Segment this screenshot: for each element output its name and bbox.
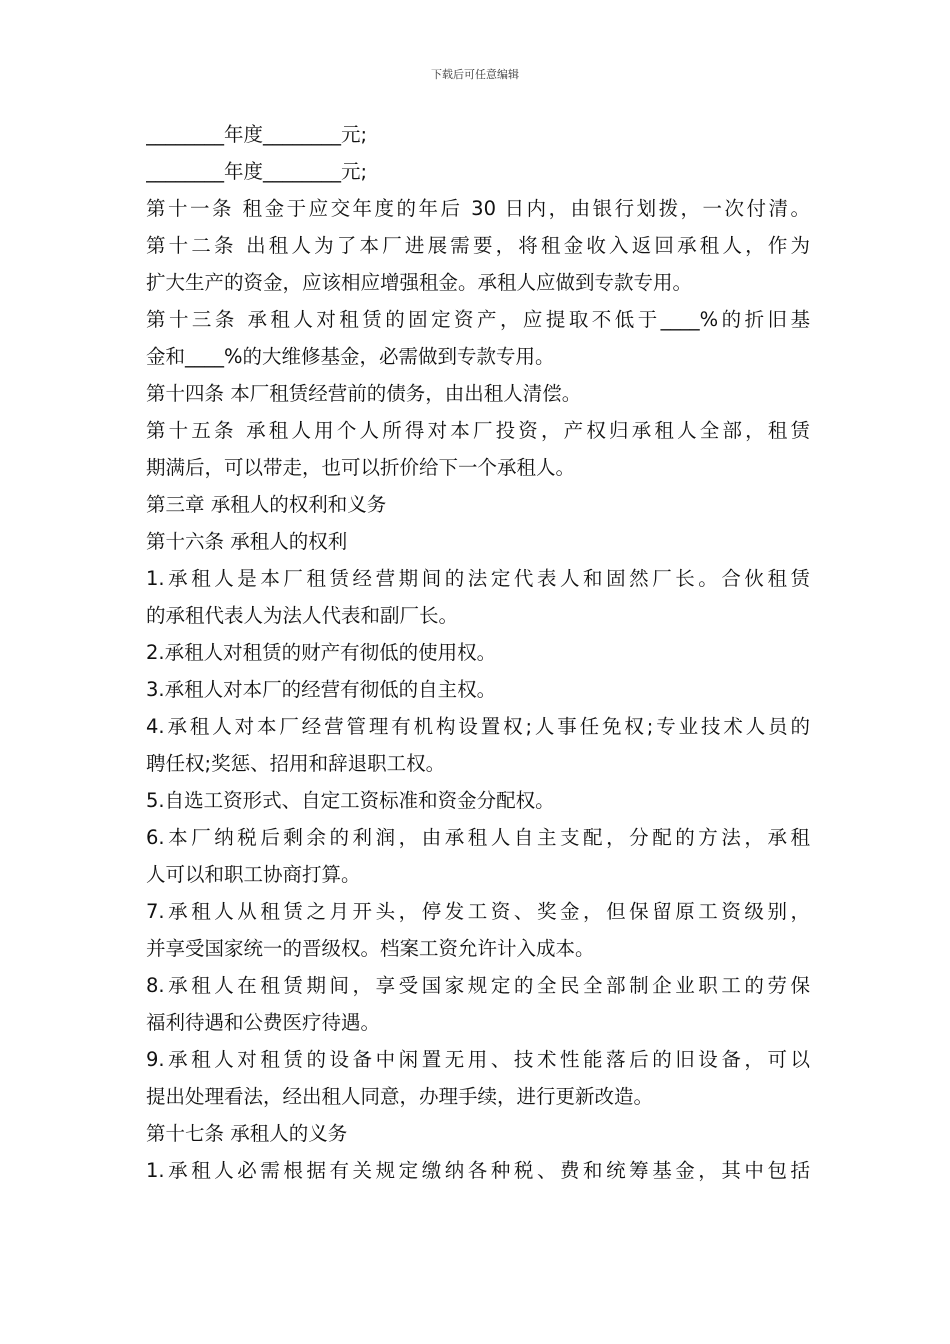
text-line: 期满后，可以带走，也可以折价给下一个承租人。 xyxy=(146,456,576,479)
text-line: 第十四条 本厂租赁经营前的债务，由出租人清偿。 xyxy=(146,382,582,405)
text-line: 4.承租人对本厂经营管理有机构设置权;人事任免权;专业技术人员的 xyxy=(146,715,810,738)
page-header: 下载后可任意编辑 xyxy=(431,68,519,81)
text-line: ________年度________元; xyxy=(146,123,368,146)
text-line: 聘任权;奖惩、招用和辞退职工权。 xyxy=(146,752,446,775)
text-line: 第三章 承租人的权利和义务 xyxy=(146,493,387,516)
text-line: 的承租代表人为法人代表和副厂长。 xyxy=(146,604,459,627)
text-line: 第十五条 承租人用个人所得对本厂投资，产权归承租人全部，租赁 xyxy=(146,419,810,442)
text-line: 人可以和职工协商打算。 xyxy=(146,863,361,886)
document-body xyxy=(146,116,810,1189)
text-line: 1.承租人是本厂租赁经营期间的法定代表人和固然厂长。合伙租赁 xyxy=(146,567,810,590)
text-line: 2.承租人对租赁的财产有彻低的使用权。 xyxy=(146,641,497,664)
text-line: 6.本厂纳税后剩余的利润，由承租人自主支配，分配的方法，承租 xyxy=(146,826,810,849)
text-line: 1.承租人必需根据有关规定缴纳各种税、费和统筹基金，其中包括 xyxy=(146,1159,810,1182)
text-line: 5.自选工资形式、自定工资标准和资金分配权。 xyxy=(146,789,555,812)
text-line: 提出处理看法，经出租人同意，办理手续，进行更新改造。 xyxy=(146,1085,654,1108)
text-line: 第十六条 承租人的权利 xyxy=(146,530,348,553)
text-line: 扩大生产的资金，应该相应增强租金。承租人应做到专款专用。 xyxy=(146,271,693,294)
text-line: 第十一条 租金于应交年度的年后 30 日内，由银行划拨，一次付清。 xyxy=(146,197,810,220)
text-line: 3.承租人对本厂的经营有彻低的自主权。 xyxy=(146,678,497,701)
text-line: 9.承租人对租赁的设备中闲置无用、技术性能落后的旧设备，可以 xyxy=(146,1048,810,1071)
text-line: 8.承租人在租赁期间，享受国家规定的全民全部制企业职工的劳保 xyxy=(146,974,810,997)
text-line: 第十三条 承租人对租赁的固定资产，应提取不低于____%的折旧基 xyxy=(146,308,810,331)
text-line: 第十七条 承租人的义务 xyxy=(146,1122,348,1145)
text-line: 7.承租人从租赁之月开头，停发工资、奖金，但保留原工资级别， xyxy=(146,900,810,923)
text-line: 福利待遇和公费医疗待遇。 xyxy=(146,1011,381,1034)
text-line: 金和____%的大维修基金，必需做到专款专用。 xyxy=(146,345,555,368)
text-line: 第十二条 出租人为了本厂进展需要，将租金收入返回承租人，作为 xyxy=(146,234,810,257)
text-line: 并享受国家统一的晋级权。档案工资允许计入成本。 xyxy=(146,937,595,960)
text-line: ________年度________元; xyxy=(146,160,368,183)
